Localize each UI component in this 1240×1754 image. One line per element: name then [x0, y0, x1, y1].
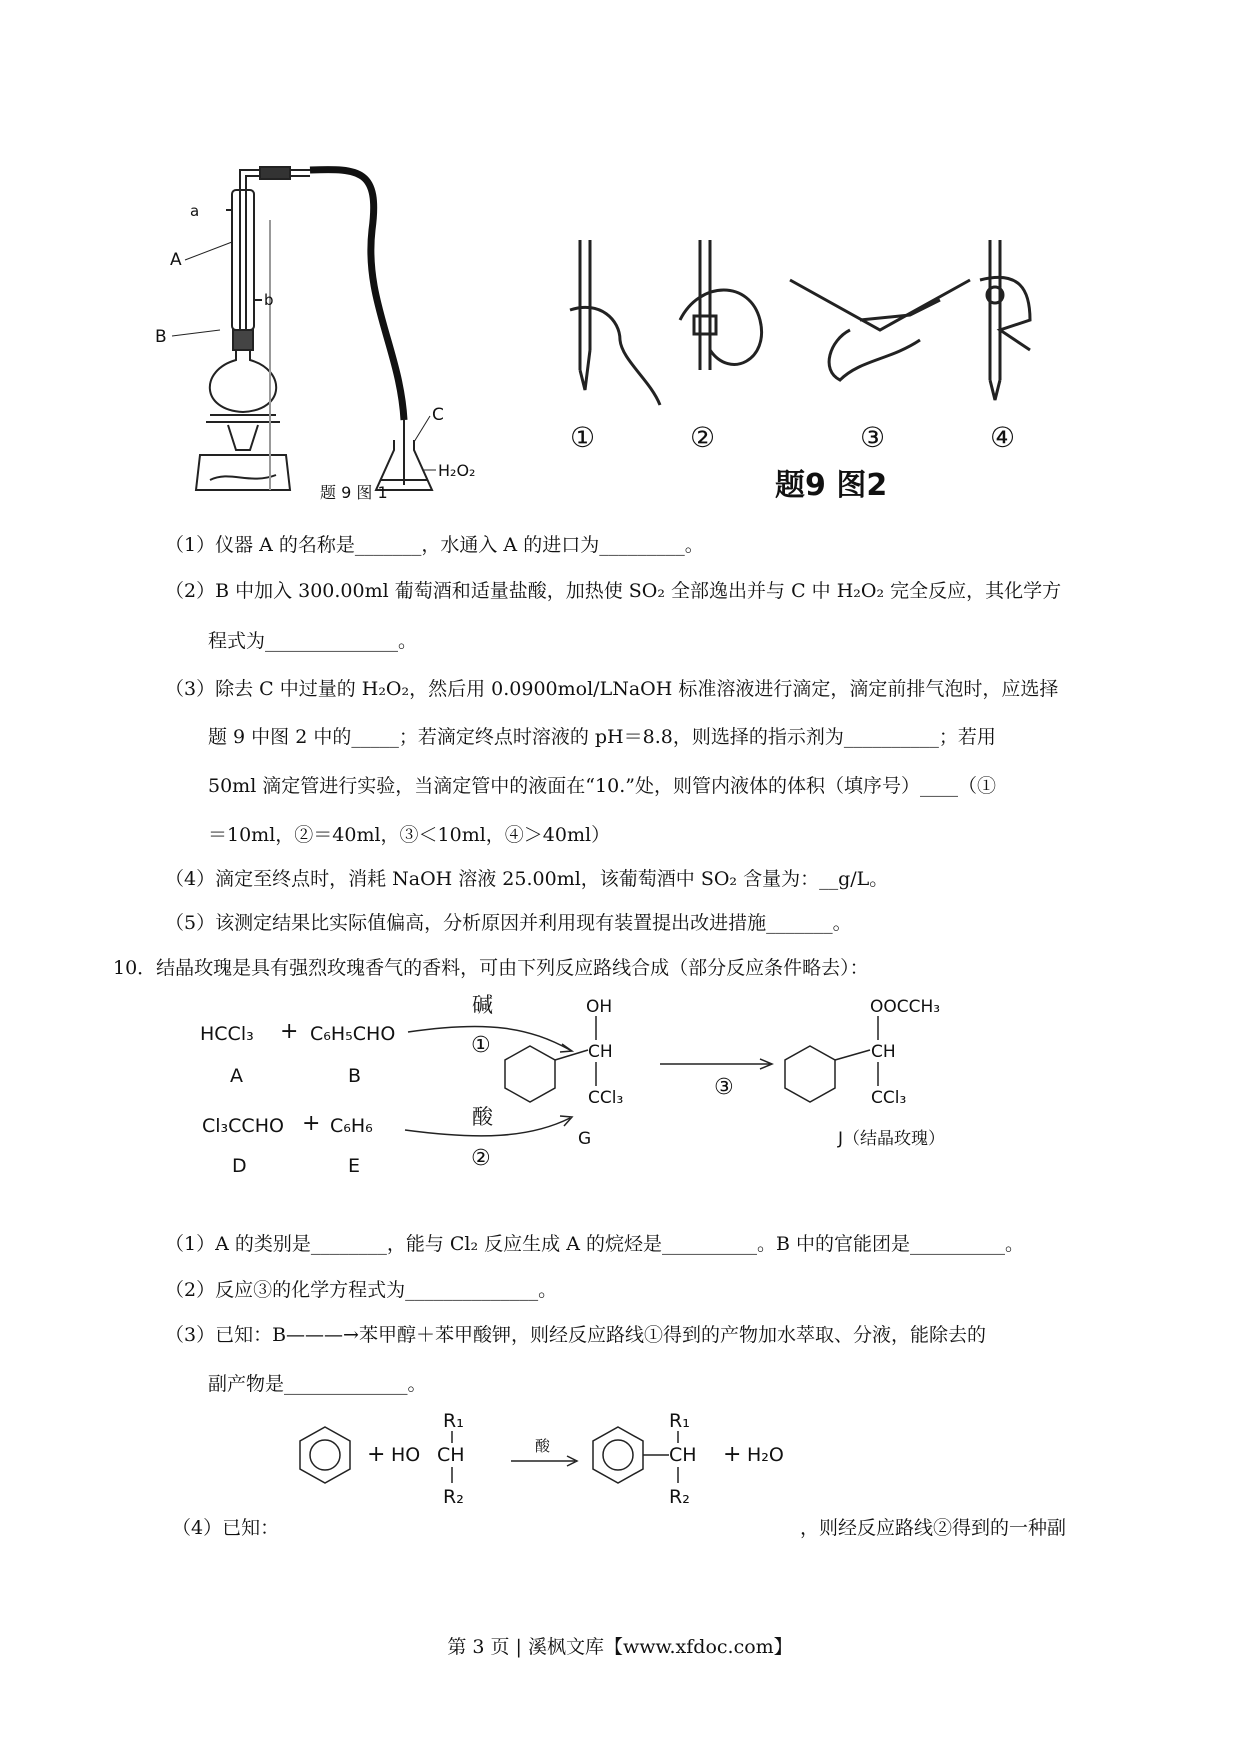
step-2: ②	[471, 1146, 491, 1171]
burette-figure	[560, 240, 1100, 510]
figure2-caption: 题9 图2	[775, 468, 888, 503]
label-a: A	[230, 1065, 243, 1087]
known-r2: R₂	[443, 1486, 464, 1508]
apparatus-figure	[140, 150, 560, 510]
j-ccl3: CCl₃	[871, 1088, 907, 1108]
q10-part1: （1）A 的类别是________，能与 Cl₂ 反应生成 A 的烷烃是__________。B 中的官能团是__________。	[165, 1233, 1024, 1255]
q9-part3-line1: （3）除去 C 中过量的 H₂O₂，然后用 0.0900mol/LNaOH 标准溶液进行滴定，滴定前排气泡时，应选择	[165, 678, 1059, 700]
g-oh: OH	[586, 997, 613, 1017]
label-flask-b: B	[155, 327, 167, 347]
known-ch: CH	[437, 1444, 465, 1466]
flask-b	[210, 350, 276, 412]
q9-part4: （4）滴定至终点时，消耗 NaOH 溶液 25.00ml，该葡萄酒中 SO₂ 含量为：__g/L。	[165, 868, 889, 890]
figure1-caption: 题 9 图 1	[320, 483, 388, 502]
q10-stem: 10．结晶玫瑰是具有强烈玫瑰香气的香料，可由下列反应路线合成（部分反应条件略去）：	[113, 957, 869, 979]
reagent-a: HCCl₃	[200, 1023, 254, 1045]
product-r1: R₁	[669, 1410, 690, 1432]
marker-2: ②	[690, 421, 716, 454]
j-ch: CH	[871, 1042, 896, 1062]
reagent-d: Cl₃CCHO	[202, 1115, 284, 1137]
condition-acid: 酸	[472, 1105, 493, 1129]
q10-part3-line2: 副产物是_____________。	[208, 1373, 427, 1395]
reagent-e: C₆H₆	[330, 1115, 373, 1137]
reaction-scheme	[190, 990, 1070, 1190]
known-ho: HO	[391, 1444, 421, 1466]
benzene-ring-g	[505, 1046, 555, 1102]
label-b: b	[264, 291, 274, 309]
marker-1: ①	[570, 421, 596, 454]
reagent-b: C₆H₅CHO	[310, 1023, 396, 1045]
label-h2o2: H₂O₂	[438, 461, 476, 480]
q9-part3-line4: ＝10ml，②＝40ml，③＜10ml，④＞40ml）	[208, 824, 611, 846]
condenser-a	[232, 190, 254, 330]
marker-3: ③	[860, 421, 886, 454]
known-plus-2: +	[723, 1442, 742, 1467]
label-g: G	[578, 1129, 592, 1149]
page-footer: 第 3 页 | 溪枫文库【www.xfdoc.com】	[447, 1636, 793, 1658]
q9-part3-line2: 题 9 中图 2 中的_____；若滴定终点时溶液的 pH＝8.8，则选择的指示剂为__________；若用	[208, 726, 996, 748]
known-r1: R₁	[443, 1410, 464, 1432]
g-ch: CH	[588, 1042, 613, 1062]
product-r2: R₂	[669, 1486, 690, 1508]
known-h2o: H₂O	[747, 1444, 784, 1466]
known-reaction	[285, 1405, 825, 1525]
marker-4: ④	[990, 421, 1016, 454]
q9-part2-line1: （2）B 中加入 300.00ml 葡萄酒和适量盐酸，加热使 SO₂ 全部逸出并与 C 中 H₂O₂ 完全反应，其化学方	[165, 580, 1062, 602]
q9-part3-line3: 50ml 滴定管进行实验，当滴定管中的液面在“10.”处，则管内液体的体积（填序号）____（①	[208, 775, 996, 797]
label-j: J（结晶玫瑰）	[838, 1129, 946, 1149]
q9-part1: （1）仪器 A 的名称是_______，水通入 A 的进口为_________。	[165, 534, 704, 556]
label-e: E	[348, 1155, 361, 1177]
plus-sign: +	[280, 1019, 299, 1044]
step-1: ①	[471, 1033, 491, 1058]
benzene-product	[593, 1427, 643, 1483]
step-3: ③	[714, 1075, 734, 1100]
label-d: D	[232, 1155, 247, 1177]
q9-part2-line2: 程式为______________。	[208, 630, 418, 652]
known-acid: 酸	[535, 1437, 551, 1455]
known-plus-1: +	[367, 1442, 386, 1467]
q9-part5: （5）该测定结果比实际值偏高，分析原因并利用现有装置提出改进措施_______。	[165, 912, 852, 934]
label-condenser: A	[170, 250, 182, 270]
condition-base: 碱	[472, 993, 493, 1017]
q10-part2: （2）反应③的化学方程式为______________。	[165, 1279, 558, 1301]
g-ccl3: CCl₃	[588, 1088, 624, 1108]
q10-part4-suffix: ，则经反应路线②得到的一种副	[800, 1517, 1067, 1539]
label-a: a	[190, 202, 200, 220]
benzene-reactant	[300, 1427, 350, 1483]
q10-part3-line1: （3）已知：B———→苯甲醇＋苯甲酸钾，则经反应路线①得到的产物加水萃取、分液，能除去的	[165, 1324, 986, 1346]
q10-part4-prefix: （4）已知：	[172, 1517, 280, 1539]
plus-sign-2: +	[302, 1111, 321, 1136]
j-oocch3: OOCCH₃	[870, 997, 941, 1017]
benzene-ring-j	[785, 1046, 835, 1102]
label-b: B	[348, 1065, 362, 1087]
product-ch: CH	[669, 1444, 697, 1466]
label-flask-c: C	[432, 405, 444, 425]
